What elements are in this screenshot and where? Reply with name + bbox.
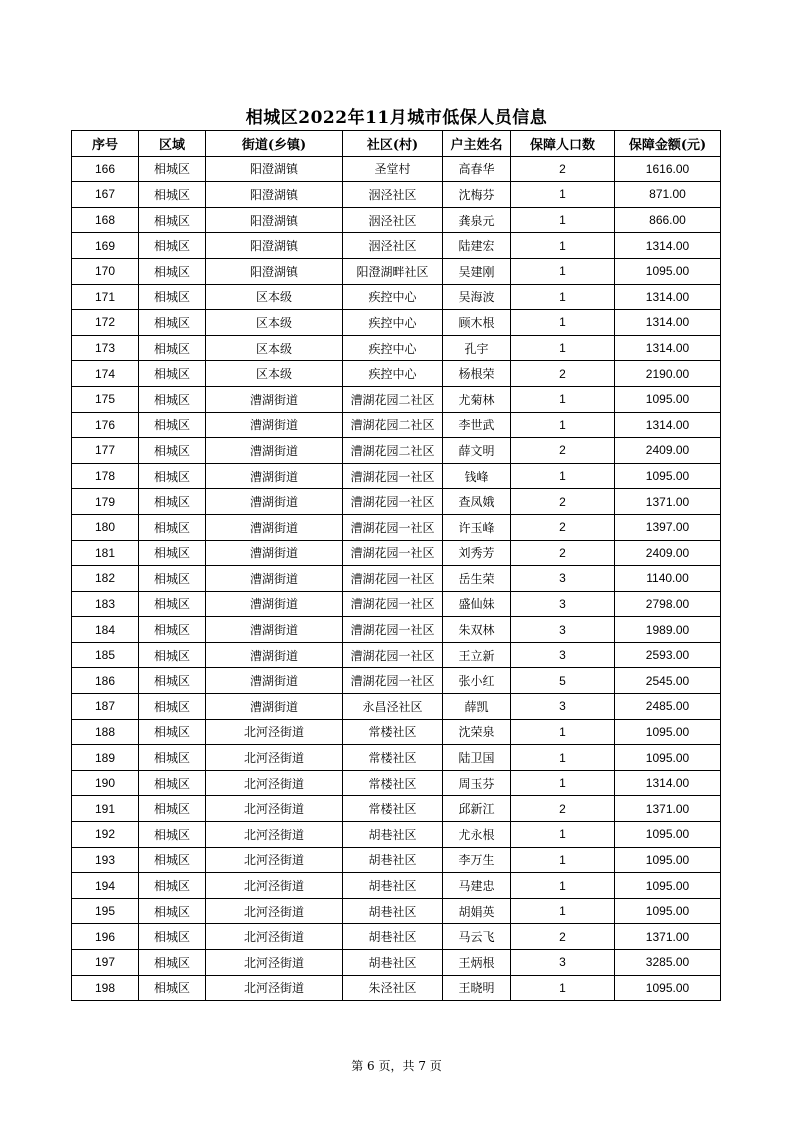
table-row xyxy=(72,796,721,822)
cell-district: 相城区 xyxy=(139,182,206,208)
cell-householder: 朱双林 xyxy=(443,617,511,643)
table-row xyxy=(72,822,721,848)
cell-street: 漕湖街道 xyxy=(206,514,343,540)
cell-index: 170 xyxy=(72,258,139,284)
cell-people-count: 1 xyxy=(511,719,615,745)
cell-community: 胡巷社区 xyxy=(343,924,443,950)
table-row xyxy=(72,284,721,310)
cell-street: 区本级 xyxy=(206,335,343,361)
cell-householder: 岳生荣 xyxy=(443,566,511,592)
cell-people-count: 1 xyxy=(511,898,615,924)
cell-people-count: 2 xyxy=(511,438,615,464)
table-row xyxy=(72,617,721,643)
cell-community: 疾控中心 xyxy=(343,310,443,336)
cell-people-count: 1 xyxy=(511,335,615,361)
header-householder: 户主姓名 xyxy=(443,131,511,157)
page-footer: 第 6 页，共 7 页 xyxy=(351,1059,442,1073)
cell-householder: 盛仙妹 xyxy=(443,591,511,617)
cell-district: 相城区 xyxy=(139,540,206,566)
header-people-count: 保障人口数 xyxy=(511,131,615,157)
cell-index: 190 xyxy=(72,770,139,796)
cell-people-count: 3 xyxy=(511,950,615,976)
cell-people-count: 3 xyxy=(511,617,615,643)
header-district: 区域 xyxy=(139,131,206,157)
cell-community: 朱泾社区 xyxy=(343,975,443,1001)
table-row xyxy=(72,642,721,668)
cell-index: 176 xyxy=(72,412,139,438)
cell-district: 相城区 xyxy=(139,489,206,515)
cell-amount: 1095.00 xyxy=(615,873,721,899)
cell-community: 漕湖花园二社区 xyxy=(343,438,443,464)
table-row xyxy=(72,463,721,489)
cell-index: 188 xyxy=(72,719,139,745)
cell-amount: 1616.00 xyxy=(615,156,721,182)
cell-index: 179 xyxy=(72,489,139,515)
cell-street: 阳澄湖镇 xyxy=(206,156,343,182)
cell-community: 漕湖花园一社区 xyxy=(343,514,443,540)
cell-community: 疾控中心 xyxy=(343,361,443,387)
cell-street: 阳澄湖镇 xyxy=(206,182,343,208)
cell-street: 北河泾街道 xyxy=(206,770,343,796)
cell-index: 175 xyxy=(72,386,139,412)
cell-people-count: 2 xyxy=(511,156,615,182)
cell-street: 漕湖街道 xyxy=(206,617,343,643)
cell-district: 相城区 xyxy=(139,873,206,899)
cell-district: 相城区 xyxy=(139,719,206,745)
cell-community: 圣堂村 xyxy=(343,156,443,182)
cell-community: 疾控中心 xyxy=(343,284,443,310)
cell-district: 相城区 xyxy=(139,566,206,592)
cell-district: 相城区 xyxy=(139,310,206,336)
cell-people-count: 1 xyxy=(511,207,615,233)
cell-people-count: 1 xyxy=(511,770,615,796)
page-title: 相城区2022年11月城市低保人员信息 xyxy=(245,108,548,128)
cell-street: 漕湖街道 xyxy=(206,694,343,720)
table-row xyxy=(72,719,721,745)
cell-index: 172 xyxy=(72,310,139,336)
cell-amount: 1314.00 xyxy=(615,770,721,796)
cell-people-count: 2 xyxy=(511,514,615,540)
table-row xyxy=(72,950,721,976)
cell-householder: 胡娟英 xyxy=(443,898,511,924)
cell-district: 相城区 xyxy=(139,463,206,489)
cell-street: 漕湖街道 xyxy=(206,489,343,515)
cell-district: 相城区 xyxy=(139,361,206,387)
table-row xyxy=(72,412,721,438)
cell-district: 相城区 xyxy=(139,591,206,617)
cell-community: 漕湖花园一社区 xyxy=(343,617,443,643)
cell-index: 168 xyxy=(72,207,139,233)
cell-amount: 1095.00 xyxy=(615,258,721,284)
cell-street: 漕湖街道 xyxy=(206,566,343,592)
cell-people-count: 1 xyxy=(511,284,615,310)
cell-householder: 马云飞 xyxy=(443,924,511,950)
cell-district: 相城区 xyxy=(139,386,206,412)
cell-householder: 钱峰 xyxy=(443,463,511,489)
cell-community: 常楼社区 xyxy=(343,796,443,822)
table-row xyxy=(72,514,721,540)
table-row xyxy=(72,975,721,1001)
cell-community: 洇泾社区 xyxy=(343,182,443,208)
cell-district: 相城区 xyxy=(139,975,206,1001)
table-row xyxy=(72,361,721,387)
cell-householder: 杨根荣 xyxy=(443,361,511,387)
cell-street: 北河泾街道 xyxy=(206,847,343,873)
cell-community: 漕湖花园一社区 xyxy=(343,642,443,668)
cell-people-count: 1 xyxy=(511,182,615,208)
cell-district: 相城区 xyxy=(139,745,206,771)
table-row xyxy=(72,924,721,950)
cell-index: 185 xyxy=(72,642,139,668)
cell-district: 相城区 xyxy=(139,694,206,720)
cell-householder: 查凤娥 xyxy=(443,489,511,515)
cell-people-count: 1 xyxy=(511,745,615,771)
cell-street: 北河泾街道 xyxy=(206,745,343,771)
cell-householder: 邱新江 xyxy=(443,796,511,822)
cell-district: 相城区 xyxy=(139,668,206,694)
cell-householder: 龚泉元 xyxy=(443,207,511,233)
cell-people-count: 2 xyxy=(511,361,615,387)
cell-community: 胡巷社区 xyxy=(343,822,443,848)
cell-amount: 2409.00 xyxy=(615,438,721,464)
cell-amount: 1095.00 xyxy=(615,719,721,745)
cell-district: 相城区 xyxy=(139,822,206,848)
welfare-table xyxy=(71,130,721,1001)
cell-index: 180 xyxy=(72,514,139,540)
cell-street: 阳澄湖镇 xyxy=(206,258,343,284)
cell-amount: 2798.00 xyxy=(615,591,721,617)
header-amount: 保障金额(元) xyxy=(615,131,721,157)
cell-community: 洇泾社区 xyxy=(343,207,443,233)
cell-district: 相城区 xyxy=(139,156,206,182)
cell-householder: 李世武 xyxy=(443,412,511,438)
cell-people-count: 1 xyxy=(511,412,615,438)
cell-street: 北河泾街道 xyxy=(206,796,343,822)
header-community: 社区(村) xyxy=(343,131,443,157)
cell-householder: 高春华 xyxy=(443,156,511,182)
cell-community: 漕湖花园一社区 xyxy=(343,540,443,566)
cell-community: 漕湖花园二社区 xyxy=(343,386,443,412)
table-row xyxy=(72,591,721,617)
cell-district: 相城区 xyxy=(139,233,206,259)
cell-householder: 吴海波 xyxy=(443,284,511,310)
cell-district: 相城区 xyxy=(139,617,206,643)
cell-amount: 1371.00 xyxy=(615,489,721,515)
cell-index: 189 xyxy=(72,745,139,771)
cell-amount: 2593.00 xyxy=(615,642,721,668)
cell-community: 永昌泾社区 xyxy=(343,694,443,720)
cell-people-count: 3 xyxy=(511,642,615,668)
cell-street: 漕湖街道 xyxy=(206,463,343,489)
table-row xyxy=(72,694,721,720)
cell-index: 177 xyxy=(72,438,139,464)
cell-householder: 马建忠 xyxy=(443,873,511,899)
cell-street: 漕湖街道 xyxy=(206,412,343,438)
cell-street: 北河泾街道 xyxy=(206,873,343,899)
cell-amount: 1314.00 xyxy=(615,310,721,336)
cell-community: 常楼社区 xyxy=(343,719,443,745)
cell-district: 相城区 xyxy=(139,770,206,796)
cell-amount: 1314.00 xyxy=(615,233,721,259)
cell-householder: 孔宇 xyxy=(443,335,511,361)
table-row xyxy=(72,233,721,259)
cell-district: 相城区 xyxy=(139,796,206,822)
table-row xyxy=(72,770,721,796)
cell-householder: 张小红 xyxy=(443,668,511,694)
cell-people-count: 1 xyxy=(511,258,615,284)
cell-district: 相城区 xyxy=(139,207,206,233)
table-row xyxy=(72,540,721,566)
cell-index: 197 xyxy=(72,950,139,976)
cell-people-count: 2 xyxy=(511,489,615,515)
cell-street: 漕湖街道 xyxy=(206,668,343,694)
table-row xyxy=(72,489,721,515)
cell-community: 漕湖花园一社区 xyxy=(343,489,443,515)
cell-amount: 2545.00 xyxy=(615,668,721,694)
cell-amount: 1095.00 xyxy=(615,847,721,873)
cell-index: 171 xyxy=(72,284,139,310)
cell-district: 相城区 xyxy=(139,950,206,976)
cell-street: 北河泾街道 xyxy=(206,822,343,848)
cell-index: 174 xyxy=(72,361,139,387)
cell-community: 常楼社区 xyxy=(343,745,443,771)
cell-street: 区本级 xyxy=(206,284,343,310)
cell-people-count: 1 xyxy=(511,463,615,489)
cell-index: 184 xyxy=(72,617,139,643)
table-row xyxy=(72,745,721,771)
cell-district: 相城区 xyxy=(139,284,206,310)
cell-district: 相城区 xyxy=(139,335,206,361)
cell-amount: 1140.00 xyxy=(615,566,721,592)
cell-index: 178 xyxy=(72,463,139,489)
cell-community: 胡巷社区 xyxy=(343,873,443,899)
cell-street: 区本级 xyxy=(206,361,343,387)
cell-amount: 2190.00 xyxy=(615,361,721,387)
cell-householder: 陆卫国 xyxy=(443,745,511,771)
cell-street: 漕湖街道 xyxy=(206,642,343,668)
cell-amount: 1397.00 xyxy=(615,514,721,540)
cell-householder: 王立新 xyxy=(443,642,511,668)
cell-index: 167 xyxy=(72,182,139,208)
cell-community: 漕湖花园一社区 xyxy=(343,591,443,617)
cell-people-count: 1 xyxy=(511,873,615,899)
cell-district: 相城区 xyxy=(139,924,206,950)
cell-community: 胡巷社区 xyxy=(343,950,443,976)
cell-community: 疾控中心 xyxy=(343,335,443,361)
cell-community: 阳澄湖畔社区 xyxy=(343,258,443,284)
cell-people-count: 1 xyxy=(511,386,615,412)
cell-community: 常楼社区 xyxy=(343,770,443,796)
cell-householder: 周玉芬 xyxy=(443,770,511,796)
cell-householder: 许玉峰 xyxy=(443,514,511,540)
cell-index: 196 xyxy=(72,924,139,950)
cell-people-count: 2 xyxy=(511,924,615,950)
cell-householder: 薛文明 xyxy=(443,438,511,464)
cell-people-count: 1 xyxy=(511,822,615,848)
cell-index: 173 xyxy=(72,335,139,361)
cell-street: 北河泾街道 xyxy=(206,950,343,976)
cell-street: 阳澄湖镇 xyxy=(206,233,343,259)
table-row xyxy=(72,386,721,412)
cell-community: 漕湖花园一社区 xyxy=(343,566,443,592)
cell-people-count: 2 xyxy=(511,796,615,822)
cell-amount: 1095.00 xyxy=(615,898,721,924)
cell-householder: 沈荣泉 xyxy=(443,719,511,745)
table-row xyxy=(72,668,721,694)
cell-householder: 王晓明 xyxy=(443,975,511,1001)
cell-people-count: 3 xyxy=(511,591,615,617)
cell-householder: 陆建宏 xyxy=(443,233,511,259)
cell-district: 相城区 xyxy=(139,412,206,438)
cell-householder: 李万生 xyxy=(443,847,511,873)
table-row xyxy=(72,182,721,208)
cell-amount: 1314.00 xyxy=(615,412,721,438)
cell-people-count: 1 xyxy=(511,233,615,259)
cell-people-count: 3 xyxy=(511,566,615,592)
cell-householder: 吴建刚 xyxy=(443,258,511,284)
cell-community: 漕湖花园二社区 xyxy=(343,412,443,438)
header-index: 序号 xyxy=(72,131,139,157)
cell-people-count: 1 xyxy=(511,847,615,873)
cell-district: 相城区 xyxy=(139,258,206,284)
cell-amount: 1314.00 xyxy=(615,335,721,361)
cell-householder: 王炳根 xyxy=(443,950,511,976)
cell-index: 187 xyxy=(72,694,139,720)
cell-amount: 1095.00 xyxy=(615,745,721,771)
cell-district: 相城区 xyxy=(139,847,206,873)
cell-amount: 1095.00 xyxy=(615,975,721,1001)
cell-community: 洇泾社区 xyxy=(343,233,443,259)
table-row xyxy=(72,438,721,464)
cell-district: 相城区 xyxy=(139,438,206,464)
cell-index: 186 xyxy=(72,668,139,694)
cell-amount: 2409.00 xyxy=(615,540,721,566)
cell-index: 198 xyxy=(72,975,139,1001)
cell-community: 胡巷社区 xyxy=(343,847,443,873)
cell-amount: 1314.00 xyxy=(615,284,721,310)
cell-householder: 尤永根 xyxy=(443,822,511,848)
table-row xyxy=(72,898,721,924)
cell-householder: 尤菊林 xyxy=(443,386,511,412)
cell-people-count: 1 xyxy=(511,975,615,1001)
cell-people-count: 3 xyxy=(511,694,615,720)
cell-street: 北河泾街道 xyxy=(206,719,343,745)
cell-street: 漕湖街道 xyxy=(206,591,343,617)
cell-householder: 顾木根 xyxy=(443,310,511,336)
cell-street: 漕湖街道 xyxy=(206,386,343,412)
cell-amount: 866.00 xyxy=(615,207,721,233)
cell-people-count: 5 xyxy=(511,668,615,694)
table-row xyxy=(72,310,721,336)
cell-householder: 刘秀芳 xyxy=(443,540,511,566)
table-row xyxy=(72,258,721,284)
cell-index: 191 xyxy=(72,796,139,822)
table-header-row xyxy=(72,131,721,157)
cell-amount: 1371.00 xyxy=(615,924,721,950)
cell-people-count: 2 xyxy=(511,540,615,566)
cell-people-count: 1 xyxy=(511,310,615,336)
table-row xyxy=(72,156,721,182)
cell-district: 相城区 xyxy=(139,514,206,540)
cell-amount: 1371.00 xyxy=(615,796,721,822)
cell-amount: 871.00 xyxy=(615,182,721,208)
table-row xyxy=(72,847,721,873)
cell-index: 194 xyxy=(72,873,139,899)
cell-index: 192 xyxy=(72,822,139,848)
cell-street: 漕湖街道 xyxy=(206,438,343,464)
cell-index: 169 xyxy=(72,233,139,259)
cell-householder: 沈梅芬 xyxy=(443,182,511,208)
cell-street: 北河泾街道 xyxy=(206,924,343,950)
cell-street: 北河泾街道 xyxy=(206,975,343,1001)
cell-amount: 1095.00 xyxy=(615,463,721,489)
cell-index: 193 xyxy=(72,847,139,873)
table-row xyxy=(72,207,721,233)
cell-index: 183 xyxy=(72,591,139,617)
cell-street: 漕湖街道 xyxy=(206,540,343,566)
header-street: 街道(乡镇) xyxy=(206,131,343,157)
cell-index: 182 xyxy=(72,566,139,592)
cell-amount: 1095.00 xyxy=(615,386,721,412)
table-row xyxy=(72,335,721,361)
cell-amount: 1095.00 xyxy=(615,822,721,848)
cell-community: 漕湖花园一社区 xyxy=(343,668,443,694)
cell-householder: 薛凯 xyxy=(443,694,511,720)
cell-street: 区本级 xyxy=(206,310,343,336)
cell-district: 相城区 xyxy=(139,898,206,924)
cell-street: 北河泾街道 xyxy=(206,898,343,924)
cell-index: 181 xyxy=(72,540,139,566)
cell-street: 阳澄湖镇 xyxy=(206,207,343,233)
cell-amount: 3285.00 xyxy=(615,950,721,976)
cell-index: 195 xyxy=(72,898,139,924)
table-row xyxy=(72,873,721,899)
cell-district: 相城区 xyxy=(139,642,206,668)
cell-amount: 2485.00 xyxy=(615,694,721,720)
cell-amount: 1989.00 xyxy=(615,617,721,643)
table-row xyxy=(72,566,721,592)
cell-community: 胡巷社区 xyxy=(343,898,443,924)
cell-index: 166 xyxy=(72,156,139,182)
cell-community: 漕湖花园一社区 xyxy=(343,463,443,489)
